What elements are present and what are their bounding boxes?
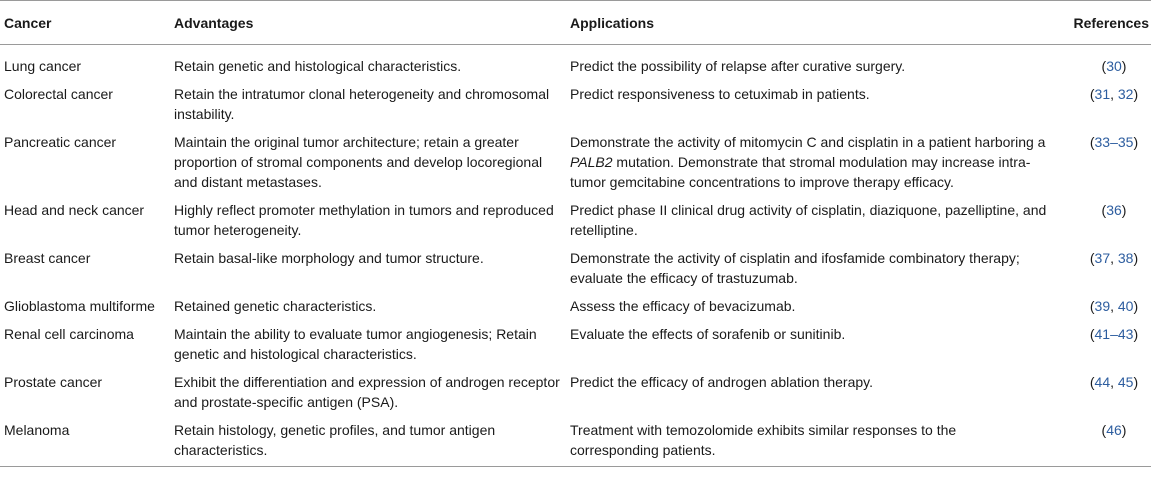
cell-applications: Predict responsiveness to cetuximab in patients. bbox=[570, 86, 870, 102]
cell-references: (36) bbox=[1101, 202, 1127, 218]
cell-references: (44, 45) bbox=[1089, 374, 1139, 390]
reference-separator: , bbox=[1110, 298, 1118, 314]
cell-advantages: Retain histology, genetic profiles, and tumor antigen characteristics. bbox=[174, 422, 496, 458]
table-row bbox=[0, 45, 1151, 85]
cell-references: (30) bbox=[1101, 58, 1127, 74]
application-text: mutation. Demonstrate that stromal modulation may increase intra-tumor gemcitabine concentrations to improve therapy efficacy. bbox=[570, 154, 1031, 190]
header-applications: Applications bbox=[570, 15, 655, 31]
cell-applications: Predict the possibility of relapse after curative surgery. bbox=[570, 58, 906, 74]
table-row bbox=[0, 200, 1151, 248]
cell-references: (39, 40) bbox=[1089, 298, 1139, 314]
reference-separator: , bbox=[1110, 374, 1118, 390]
cell-advantages: Maintain the original tumor architecture; retain a greater proportion of stromal components and develop locoregional and distant metastases. bbox=[174, 134, 543, 190]
cell-cancer: Prostate cancer bbox=[4, 374, 103, 390]
reference-link[interactable]: 37 bbox=[1094, 250, 1111, 266]
cell-references: (31, 32) bbox=[1089, 86, 1139, 102]
cell-cancer: Pancreatic cancer bbox=[4, 134, 117, 150]
cell-cancer: Breast cancer bbox=[4, 250, 91, 266]
table-row bbox=[0, 248, 1151, 296]
cell-advantages: Retain basal-like morphology and tumor structure. bbox=[174, 250, 484, 266]
reference-separator: , bbox=[1110, 86, 1118, 102]
reference-link[interactable]: 39 bbox=[1094, 298, 1111, 314]
table-row bbox=[0, 84, 1151, 132]
reference-link[interactable]: 35 bbox=[1117, 134, 1134, 150]
cell-applications: Evaluate the effects of sorafenib or sunitinib. bbox=[570, 326, 846, 342]
reference-link[interactable]: 43 bbox=[1117, 326, 1134, 342]
table-row bbox=[0, 132, 1151, 200]
cell-references: (41–43) bbox=[1089, 326, 1139, 342]
reference-link[interactable]: 30 bbox=[1106, 58, 1122, 74]
application-text: Demonstrate the activity of mitomycin C and cisplatin in a patient harboring a bbox=[570, 134, 1046, 150]
reference-separator: , bbox=[1110, 250, 1118, 266]
cell-applications: Treatment with temozolomide exhibits similar responses to the corresponding patients. bbox=[570, 422, 957, 458]
cell-advantages: Retained genetic characteristics. bbox=[174, 298, 377, 314]
cell-advantages: Retain genetic and histological characteristics. bbox=[174, 58, 462, 74]
reference-link[interactable]: 45 bbox=[1117, 374, 1134, 390]
reference-separator: – bbox=[1110, 326, 1118, 342]
reference-link[interactable]: 31 bbox=[1094, 86, 1111, 102]
table-row bbox=[0, 324, 1151, 372]
table-row bbox=[0, 296, 1151, 324]
cell-applications: Assess the efficacy of bevacizumab. bbox=[570, 298, 796, 314]
reference-link[interactable]: 46 bbox=[1106, 422, 1122, 438]
cell-references: (33–35) bbox=[1089, 134, 1139, 150]
cell-cancer: Lung cancer bbox=[4, 58, 82, 74]
reference-link[interactable]: 36 bbox=[1106, 202, 1122, 218]
reference-link[interactable]: 44 bbox=[1094, 374, 1111, 390]
reference-separator: – bbox=[1110, 134, 1118, 150]
gene-name: PALB2 bbox=[570, 154, 613, 170]
cell-cancer: Glioblastoma multiforme bbox=[4, 298, 155, 314]
cell-cancer: Head and neck cancer bbox=[4, 202, 145, 218]
cell-advantages: Retain the intratumor clonal heterogeneity and chromosomal instability. bbox=[174, 86, 550, 122]
reference-link[interactable]: 38 bbox=[1117, 250, 1134, 266]
reference-link[interactable]: 40 bbox=[1117, 298, 1134, 314]
header-cancer: Cancer bbox=[4, 15, 52, 31]
reference-link[interactable]: 41 bbox=[1094, 326, 1111, 342]
cell-applications: Demonstrate the activity of cisplatin and ifosfamide combinatory therapy; evaluate the efficacy of trastuzumab. bbox=[570, 250, 1020, 286]
reference-link[interactable]: 32 bbox=[1117, 86, 1134, 102]
cell-advantages: Highly reflect promoter methylation in tumors and reproduced tumor heterogeneity. bbox=[174, 202, 554, 238]
cell-cancer: Melanoma bbox=[4, 422, 70, 438]
table-row bbox=[0, 372, 1151, 420]
cell-applications: Predict phase II clinical drug activity of cisplatin, diaziquone, pazelliptine, and retelliptine. bbox=[570, 202, 1047, 238]
cell-references: (46) bbox=[1101, 422, 1127, 438]
table-row bbox=[0, 420, 1151, 467]
table-header-row bbox=[0, 1, 1151, 45]
header-advantages: Advantages bbox=[174, 15, 254, 31]
cell-cancer: Renal cell carcinoma bbox=[4, 326, 134, 342]
cell-references: (37, 38) bbox=[1089, 250, 1139, 266]
header-references: References bbox=[1073, 15, 1149, 31]
reference-link[interactable]: 33 bbox=[1094, 134, 1111, 150]
cell-applications: Predict the efficacy of androgen ablation therapy. bbox=[570, 374, 874, 390]
cell-cancer: Colorectal cancer bbox=[4, 86, 113, 102]
cell-advantages: Maintain the ability to evaluate tumor angiogenesis; Retain genetic and histological characteristics. bbox=[174, 326, 537, 362]
cell-advantages: Exhibit the differentiation and expression of androgen receptor and prostate-specific antigen (PSA). bbox=[174, 374, 560, 410]
cell-applications bbox=[566, 132, 1047, 200]
